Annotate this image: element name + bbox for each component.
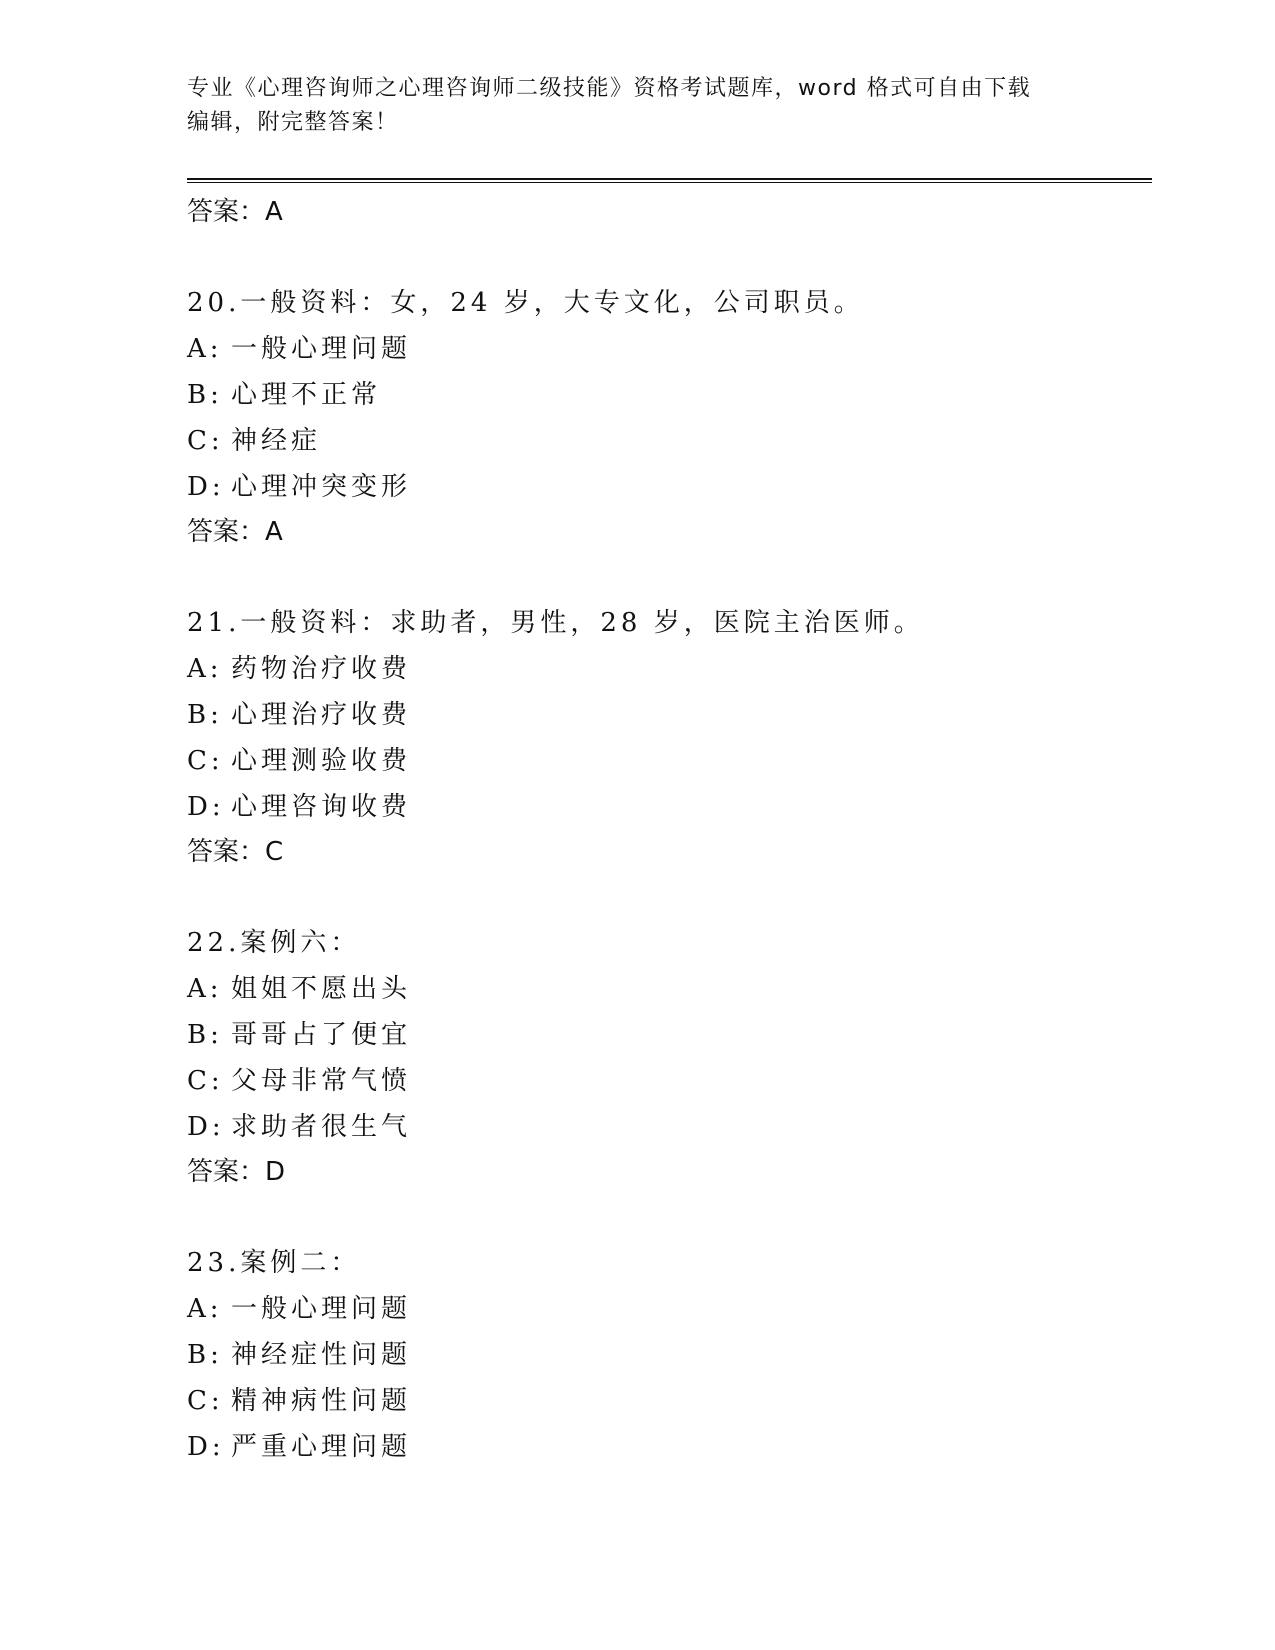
- option-b: [187, 372, 1147, 418]
- option-text: 心理治疗收费: [231, 700, 412, 730]
- option-text: 神经症性问题: [231, 1340, 412, 1370]
- document-header: [187, 72, 1067, 140]
- option-letter: C:: [187, 1386, 224, 1416]
- option-text: 神经症: [231, 426, 322, 456]
- option-text: 哥哥占了便宜: [231, 1020, 412, 1050]
- option-a: [187, 326, 1147, 372]
- option-text: 心理不正常: [231, 380, 382, 410]
- header-divider-thick: [187, 178, 1152, 180]
- option-letter: D:: [187, 1432, 225, 1462]
- option-letter: C:: [187, 746, 224, 776]
- option-letter: A:: [187, 974, 223, 1004]
- option-text: 精神病性问题: [231, 1386, 412, 1416]
- question-stem: 20.一般资料：女，24 岁，大专文化，公司职员。: [187, 288, 864, 318]
- option-letter: B:: [187, 1020, 223, 1050]
- option-letter: A:: [187, 654, 223, 684]
- option-b: [187, 692, 1147, 738]
- option-letter: C:: [187, 1066, 224, 1096]
- option-d: [187, 1104, 1147, 1150]
- option-text: 求助者很生气: [231, 1112, 412, 1142]
- question-block: [187, 920, 1147, 1195]
- option-b: [187, 1012, 1147, 1058]
- question-stem: 21.一般资料：求助者，男性，28 岁，医院主治医师。: [187, 608, 924, 638]
- option-letter: A:: [187, 1294, 223, 1324]
- question-block: [187, 1240, 1147, 1470]
- option-a: [187, 646, 1147, 692]
- option-letter: D:: [187, 792, 225, 822]
- option-letter: A:: [187, 334, 223, 364]
- question-stem: 23.案例二：: [187, 1248, 361, 1278]
- option-c: [187, 1058, 1147, 1104]
- option-text: 一般心理问题: [231, 1294, 412, 1324]
- option-c: [187, 1378, 1147, 1424]
- option-d: [187, 464, 1147, 510]
- header-line-1: 专业《心理咨询师之心理咨询师二级技能》资格考试题库，word 格式可自由下载: [187, 76, 1032, 101]
- header-line-2: 编辑，附完整答案！: [187, 110, 399, 135]
- option-text: 心理冲突变形: [231, 472, 412, 502]
- option-text: 父母非常气愤: [231, 1066, 412, 1096]
- option-b: [187, 1332, 1147, 1378]
- question-block: [187, 280, 1147, 555]
- option-text: 严重心理问题: [231, 1432, 412, 1462]
- question-stem: 22.案例六：: [187, 928, 361, 958]
- option-d: [187, 784, 1147, 830]
- option-text: 心理测验收费: [231, 746, 412, 776]
- answer-line: 答案：D: [187, 1157, 286, 1187]
- question-list: [187, 190, 1147, 1470]
- option-text: 姐姐不愿出头: [231, 974, 412, 1004]
- option-text: 一般心理问题: [231, 334, 412, 364]
- option-letter: B:: [187, 380, 223, 410]
- option-text: 药物治疗收费: [231, 654, 412, 684]
- option-d: [187, 1424, 1147, 1470]
- option-letter: C:: [187, 426, 224, 456]
- option-letter: D:: [187, 472, 225, 502]
- option-letter: B:: [187, 1340, 223, 1370]
- option-letter: D:: [187, 1112, 225, 1142]
- option-c: [187, 418, 1147, 464]
- option-a: [187, 1286, 1147, 1332]
- option-a: [187, 966, 1147, 1012]
- answer-line: 答案：A: [187, 197, 283, 227]
- question-block: [187, 600, 1147, 875]
- option-text: 心理咨询收费: [231, 792, 412, 822]
- answer-line: 答案：A: [187, 517, 283, 547]
- answer-line: 答案：C: [187, 837, 284, 867]
- header-divider-thin: [187, 182, 1152, 183]
- option-c: [187, 738, 1147, 784]
- option-letter: B:: [187, 700, 223, 730]
